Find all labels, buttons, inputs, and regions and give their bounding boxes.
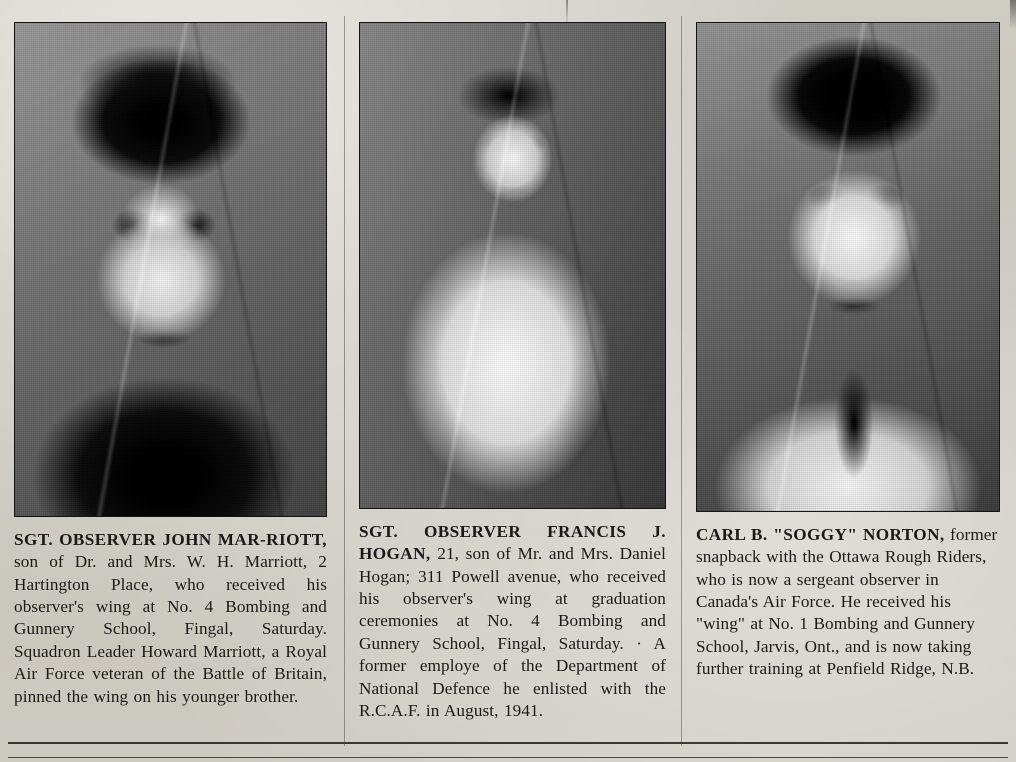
caption-body: 21, son of Mr. and Mrs. Daniel Hogan; 311 Powell avenue, who received his observer's wing at graduation ceremonies at No. 4 Bombing and Gunnery School, Fingal, Saturday. · A former employe of the Department of National Defence he enlisted with the R.C.A.F. in August, 1941. xyxy=(359,544,666,720)
scratch-overlay xyxy=(697,23,999,511)
photo-john-marriott xyxy=(14,22,327,517)
caption-john-marriott xyxy=(14,529,327,708)
column-1 xyxy=(0,0,345,725)
scratch-overlay xyxy=(360,23,665,508)
caption-francis-hogan xyxy=(359,521,666,722)
column-2 xyxy=(345,0,682,739)
column-3 xyxy=(682,0,1016,698)
footer-rule-bottom xyxy=(8,757,1008,758)
caption-lead: SGT. OBSERVER JOHN MAR-RIOTT, xyxy=(14,530,327,549)
footer-rule-top xyxy=(8,742,1008,744)
caption-carl-norton xyxy=(696,524,1000,681)
scratch-overlay xyxy=(15,23,326,516)
photo-francis-hogan xyxy=(359,22,666,509)
photo-carl-norton xyxy=(696,22,1000,512)
caption-lead: CARL B. "SOGGY" NORTON, xyxy=(696,525,945,544)
caption-lead: SGT. OBSERVER FRANCIS J. HOGAN, xyxy=(359,522,666,564)
caption-body: son of Dr. and Mrs. W. H. Marriott, 2 Hartington Place, who received his observer's wing at No. 4 Bombing and Gunnery School, Fingal, Saturday. Squadron Leader Howard Marriott, a Royal Air Force veteran of the Battle of Britain, pinned the wing on his younger brother. xyxy=(14,552,327,706)
caption-body: former snapback with the Ottawa Rough Riders, who is now a sergeant observer in Canada's Air Force. He received his "wing" at No. 1 Bombing and Gunnery School, Jarvis, Ont., and is now taking further training at Penfield Ridge, N.B. xyxy=(696,525,998,679)
